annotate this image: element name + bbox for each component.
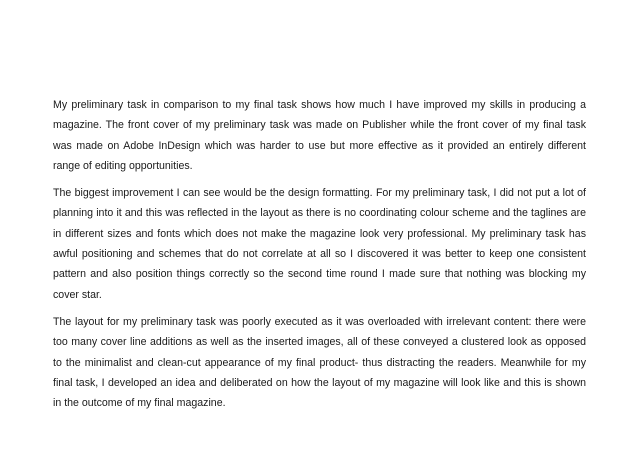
paragraph-2: The biggest improvement I can see would be the design formatting. For my preliminary task, I did not put a lot of planning into it and this was reflected in the layout as there is no coordinating colour scheme and the taglines are in different sizes and fonts which does not make the magazine look very professional. My preliminary task has awful positioning and schemes that do not correlate at all so I discovered it was better to keep one consistent pattern and also position things correctly so the second time round I made sure that nothing was blocking my cover star. bbox=[53, 187, 586, 301]
paragraph-1: My preliminary task in comparison to my final task shows how much I have improved my skills in producing a magazine. The front cover of my preliminary task was made on Publisher while the front cover of my final task was made on Adobe InDesign which was harder to use but more effective as it provided an entirely different range of editing opportunities. bbox=[53, 99, 586, 172]
document-body bbox=[53, 95, 586, 420]
paragraph-3: The layout for my preliminary task was poorly executed as it was overloaded with irrelevant content: there were too many cover line additions as well as the inserted images, all of these conveyed a clustered look as opposed to the minimalist and clean-cut appearance of my final product- thus distracting the readers. Meanwhile for my final task, I developed an idea and deliberated on how the layout of my magazine will look like and this is shown in the outcome of my final magazine. bbox=[53, 315, 586, 410]
